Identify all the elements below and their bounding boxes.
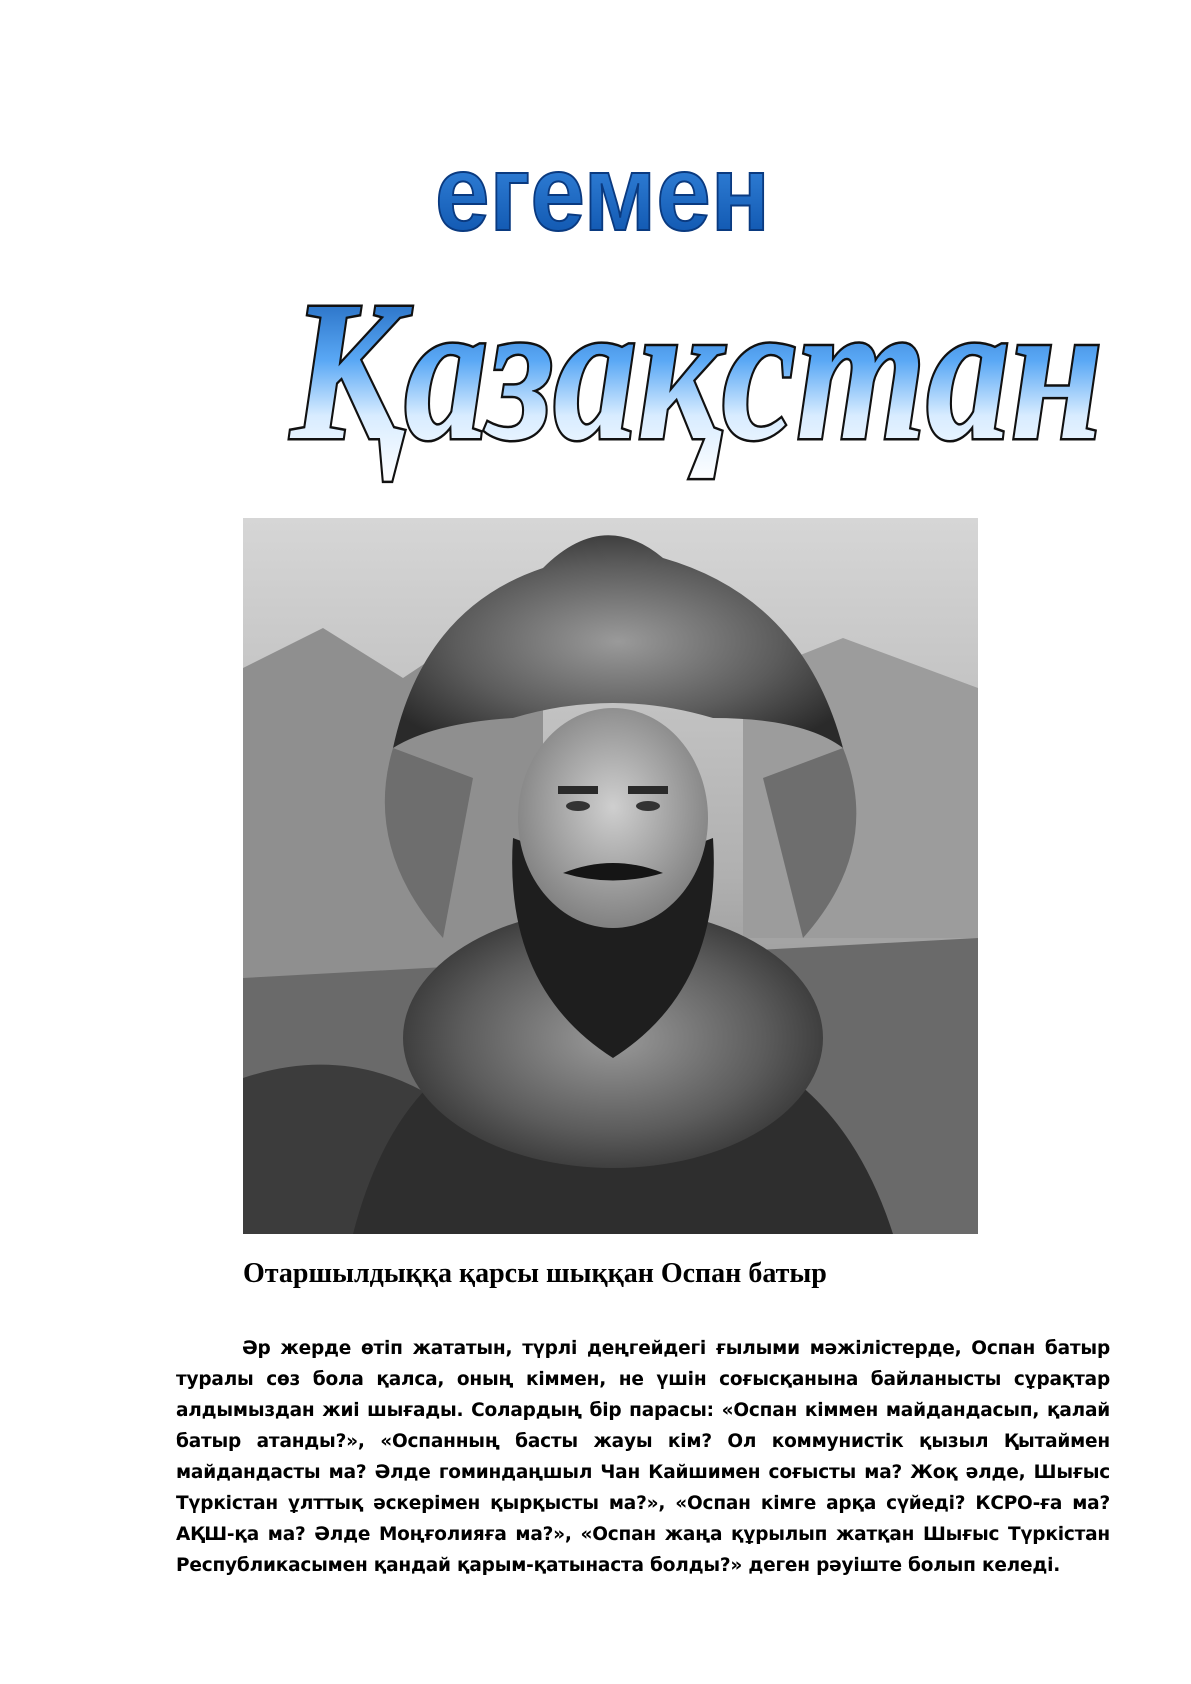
logo-main-word: Қазақстан [289,261,1103,482]
portrait-photo [243,518,978,1234]
article-headline: Отаршылдыққа қарсы шыққан Оспан батыр [243,1258,827,1289]
newspaper-logo [285,132,1115,485]
portrait-photo-icon [243,518,978,1234]
article-paragraph: Әр жерде өтіп жататын, түрлі деңгейдегі ғылыми мәжілістерде, Оспан батыр туралы сөз бола қалса, оның кіммен, не үшін соғысқанына байланысты сұрақтар алдымыздан жиі шығады. Солардың бір парасы: «Оспан кіммен майдандасып, қалай батыр атанды?», «Оспанның басты жауы кім? Ол коммунистік қызыл Қытаймен майдандасты ма? Әлде гоминдаңшыл Чан Кайшимен соғысты ма? Жоқ әлде, Шығыс Түркістан ұлттық әскерімен қырқысты ма?», «Оспан кімге арқа сүйеді? КСРО-ға ма? АҚШ-қа ма? Әлде Моңғолияға ма?», «Оспан жаңа құрылып жатқан Шығыс Түркістан Республикасымен қандай қарым-қатынаста болды?» деген рәуіште болып келеді. [176,1338,1110,1576]
logo-top-word: егемен [435,132,770,253]
